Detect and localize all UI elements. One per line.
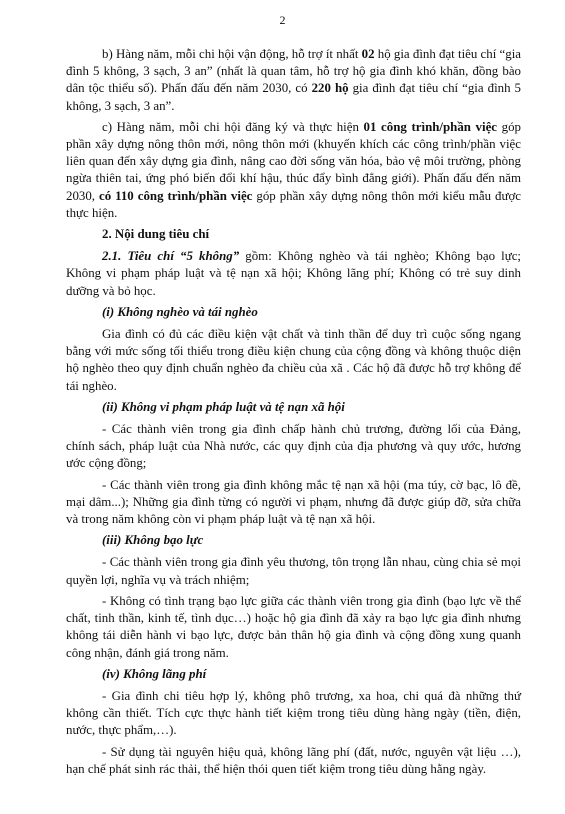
paragraph-c-text-1: c) Hàng năm, mỗi chi hội đăng ký và thực hiện xyxy=(102,119,364,134)
paragraph-b-bold-2: 220 hộ xyxy=(311,81,349,96)
paragraph-b-text-1: b) Hàng năm, mỗi chi hội vận động, hỗ trợ ít nhất xyxy=(102,47,362,61)
paragraph-ii-2: - Các thành viên trong gia đình không mắc tệ nạn xã hội (ma túy, cờ bạc, lô đề, mại dâm...); Những gia đình từng có người vi phạm, nhưng đã được giúp đỡ, sửa chữa và trong năm không còn vi phạm pháp luật và tệ nạn xã hội. xyxy=(66,477,521,527)
section-heading-2: 2. Nội dung tiêu chí xyxy=(102,227,210,242)
subheading-ii: (ii) Không vi phạm pháp luật và tệ nạn xã hội xyxy=(102,399,345,414)
page-number: 2 xyxy=(279,13,286,27)
paragraph-iv-1: - Gia đình chi tiêu hợp lý, không phô trương, xa hoa, chi quá đà những thứ không cần thiết. Tích cực thực hành tiết kiệm trong tiêu dùng hàng ngày (tiền, điện, nước, thực phẩm,…). xyxy=(66,688,521,738)
paragraph-b xyxy=(66,46,521,115)
paragraph-c xyxy=(66,119,521,222)
paragraph-iii-1: - Các thành viên trong gia đình yêu thương, tôn trọng lẫn nhau, cùng chia sẻ mọi quyền lợi, nghĩa vụ và trách nhiệm; xyxy=(66,555,521,587)
paragraph-c-text-3: góp phần xây dựng nông thôn mới kiểu mẫu được thực hiện. xyxy=(66,188,521,220)
paragraph-2-1-lead: 2.1. Tiêu chí “5 không” xyxy=(102,249,240,264)
paragraph-b-text-3: gia đình đạt tiêu chí “gia đình 5 không, 3 sạch, 3 an”. xyxy=(66,81,521,113)
paragraph-b-bold-1: 02 xyxy=(361,47,375,61)
paragraph-b-text-2: hộ gia đình đạt tiêu chí “gia đình 5 không, 3 sạch, 3 an” (nhất là quan tâm, hỗ trợ hộ gia đình khó khăn, đồng bào dân tộc thiểu số). Phấn đấu đến năm 2030, có xyxy=(66,47,521,96)
paragraph-c-text-2: góp phần xây dựng nông thôn mới, nông thôn mới (khuyến khích các công trình/phần việc liên quan đến xây dựng gia đình, nâng cao đời sống văn hóa, bảo vệ môi trường, phòng ngừa thiên tai, ứng phó biến đổi khí hậu, thúc đẩy bình đẳng giới). Phấn đấu đến năm 2030, xyxy=(66,119,521,203)
paragraph-iv-2: - Sử dụng tài nguyên hiệu quả, không lãng phí (đất, nước, nguyên vật liệu …), hạn chế phát sinh rác thải, thể hiện thói quen tiết kiệm trong tiêu dùng hằng ngày. xyxy=(66,744,521,776)
subheading-iv: (iv) Không lãng phí xyxy=(102,666,207,681)
subheading-iii: (iii) Không bạo lực xyxy=(102,533,204,548)
paragraph-i: Gia đình có đủ các điều kiện vật chất và tinh thần để duy trì cuộc sống ngang bằng với mức sống tối thiểu trong điều kiện chung của cộng đồng và không thuộc diện hộ nghèo theo quy định chuẩn nghèo đa chiều của xã . Các hộ đã được hỗ trợ không để tái nghèo. xyxy=(66,327,521,393)
document-body xyxy=(66,46,521,782)
paragraph-c-bold-1: 01 công trình/phần việc xyxy=(363,119,498,134)
paragraph-2-1-text: gồm: Không nghèo và tái nghèo; Không bạo lực; Không vi phạm pháp luật và tệ nạn xã hội; Không lãng phí; Không có trẻ suy dinh dưỡng và bỏ học. xyxy=(66,249,521,298)
paragraph-2-1 xyxy=(66,248,521,300)
paragraph-ii-1: - Các thành viên trong gia đình chấp hành chủ trương, đường lối của Đảng, chính sách, pháp luật của Nhà nước, các quy định của địa phương và quy ước, hương ước cộng đồng; xyxy=(66,422,521,471)
paragraph-iii-2: - Không có tình trạng bạo lực giữa các thành viên trong gia đình (bạo lực về thể chất, tinh thần, kinh tế, tình dục…) hoặc hộ gia đình đã xảy ra bạo lực gia đình nhưng không tái diễn hành vi bạo lực, được bản thân hộ gia đình và cộng đồng xung quanh công nhận, đánh giá trong năm. xyxy=(66,593,521,660)
subheading-i: (i) Không nghèo và tái nghèo xyxy=(102,304,258,319)
paragraph-c-bold-2: có 110 công trình/phần việc xyxy=(98,188,253,203)
